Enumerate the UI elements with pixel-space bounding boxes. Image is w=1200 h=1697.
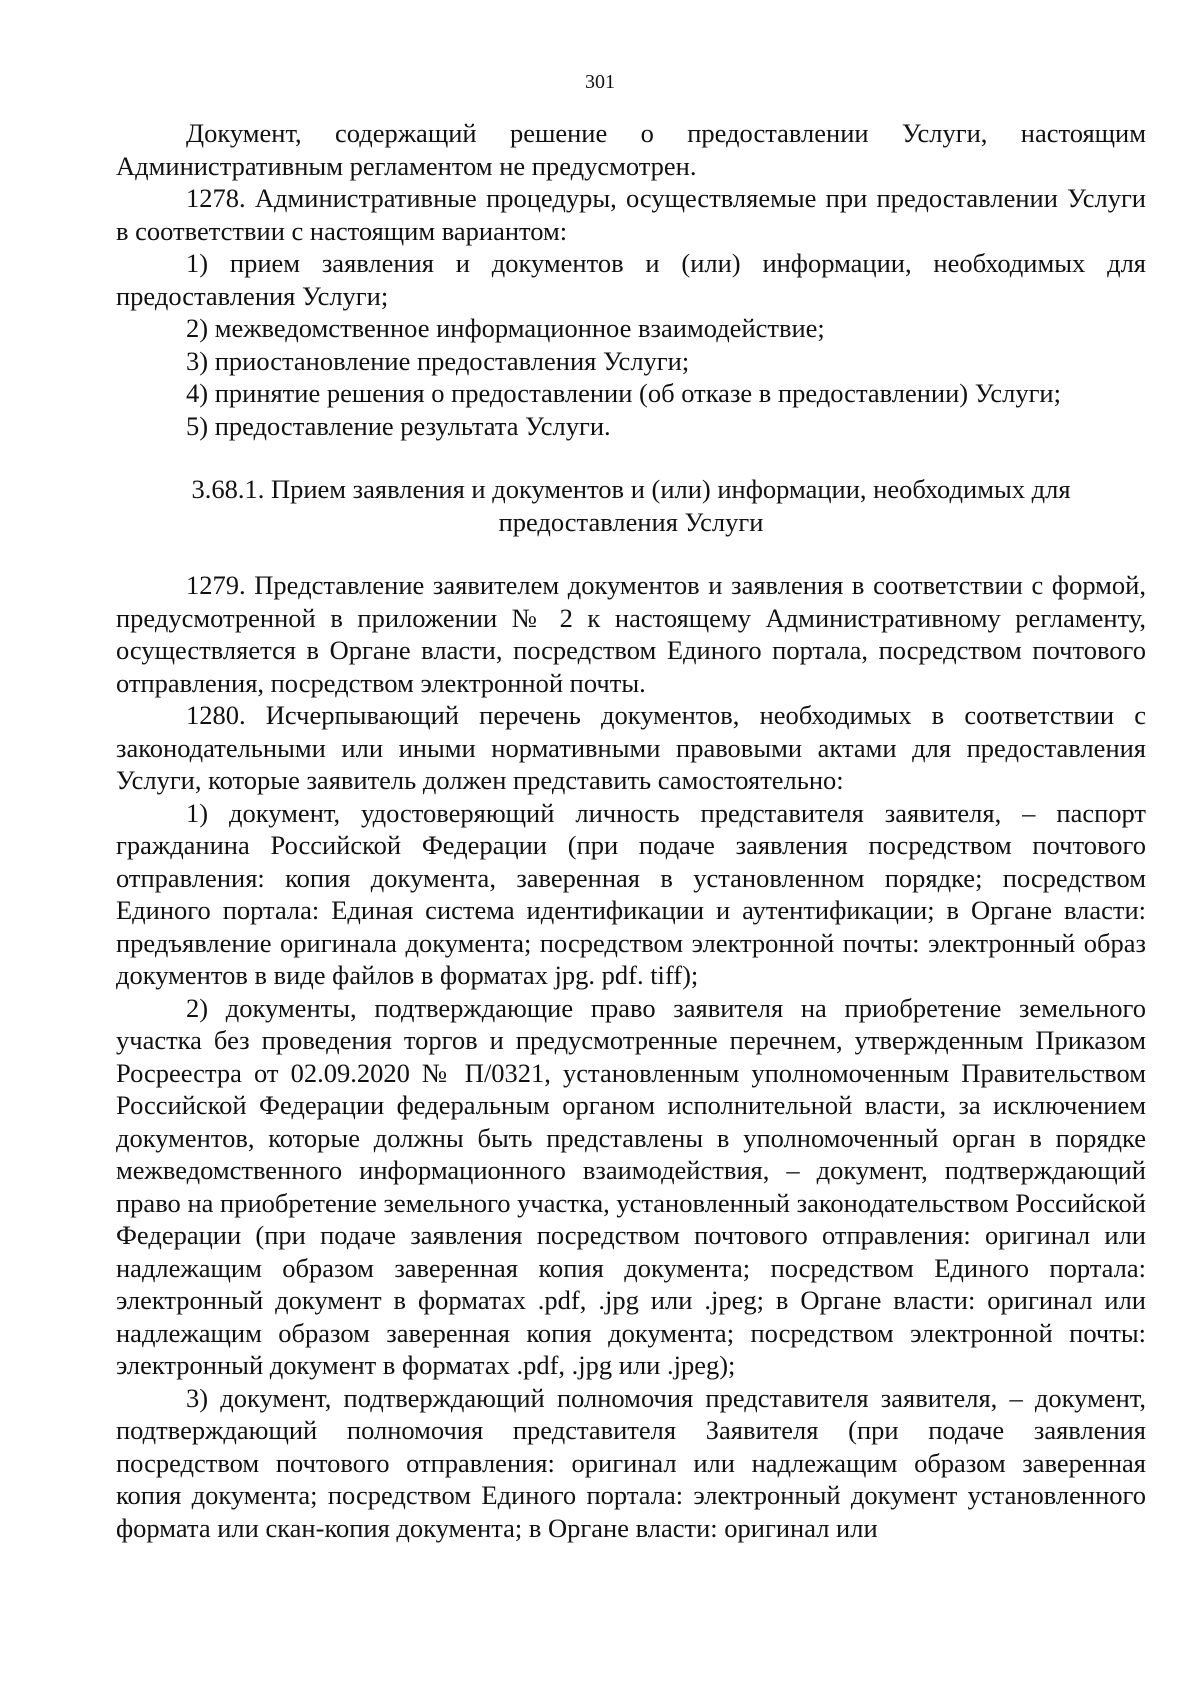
list-item-procedure-3: 3) приостановление предоставления Услуги; [186,345,690,376]
document-body [116,117,1146,1544]
section-heading-line-1: 3.68.1. Прием заявления и документов и (или) информации, необходимых для [191,474,1071,504]
paragraph-1278: 1278. Административные процедуры, осуществляемые при предоставлении Услуги в соответствии с настоящим вариантом: [116,183,1146,246]
list-item-procedure-2: 2) межведомственное информационное взаимодействие; [186,313,825,343]
page-number: 301 [585,71,615,93]
list-item-procedure-1: 1) прием заявления и документов и (или) информации, необходимых для предоставления Услуги; [116,248,1146,311]
paragraph-1279: 1279. Представление заявителем документов и заявления в соответствии с формой, предусмотренной в приложении № 2 к настоящему Административному регламенту, осуществляется в Органе власти, посредством Единого портала, посредством почтового отправления, посредством электронной почты. [116,570,1146,698]
list-item-procedure-4: 4) принятие решения о предоставлении (об отказе в предоставлении) Услуги; [186,378,1061,408]
list-item-procedure-5: 5) предоставление результата Услуги. [186,410,611,441]
section-heading-line-2: предоставления Услуги [498,506,764,537]
list-item-document-3: 3) документ, подтверждающий полномочия представителя заявителя, – документ, подтверждающий полномочия представителя Заявителя (при подаче заявления посредством почтового отправления: оригинал или надлежащим образом заверенная копия документа; посредством Единого портала: электронный документ установленного формата или скан-копия документа; в Органе власти: оригинал или [116,1382,1146,1543]
list-item-document-2: 2) документы, подтверждающие право заявителя на приобретение земельного участка без проведения торгов и предусмотренные перечнем, утвержденным Приказом Росреестра от 02.09.2020 № П/0321, установленным уполномоченным Правительством Российской Федерации федеральным органом исполнительной власти, за исключением документов, которые должны быть представлены в уполномоченный орган в порядке межведомственного информационного взаимодействия, – документ, подтверждающий право на приобретение земельного участка, установленный законодательством Российской Федерации (при подаче заявления посредством почтового отправления: оригинал или надлежащим образом заверенная копия документа; посредством Единого портала: электронный документ в форматах .pdf, .jpg или .jpeg; в Органе власти: оригинал или надлежащим образом заверенная копия документа; посредством электронной почты: электронный документ в форматах .pdf, .jpg или .jpeg); [116,992,1146,1380]
list-item-document-1: 1) документ, удостоверяющий личность представителя заявителя, – паспорт гражданина Российской Федерации (при подаче заявления посредством почтового отправления: копия документа, заверенная в установленном порядке; посредством Единого портала: Единая система идентификации и аутентификации; в Органе власти: предъявление оригинала документа; посредством электронной почты: электронный образ документов в виде файлов в форматах jpg. pdf. tiff); [116,797,1146,990]
spacer [116,538,1146,569]
paragraph-1280: 1280. Исчерпывающий перечень документов, необходимых в соответствии с законодательными или иными нормативными правовыми актами для предоставления Услуги, которые заявитель должен представить самостоятельно: [116,700,1146,795]
paragraph-result-document: Документ, содержащий решение о предоставлении Услуги, настоящим Административным регламентом не предусмотрен. [116,118,1146,181]
spacer [116,442,1146,473]
